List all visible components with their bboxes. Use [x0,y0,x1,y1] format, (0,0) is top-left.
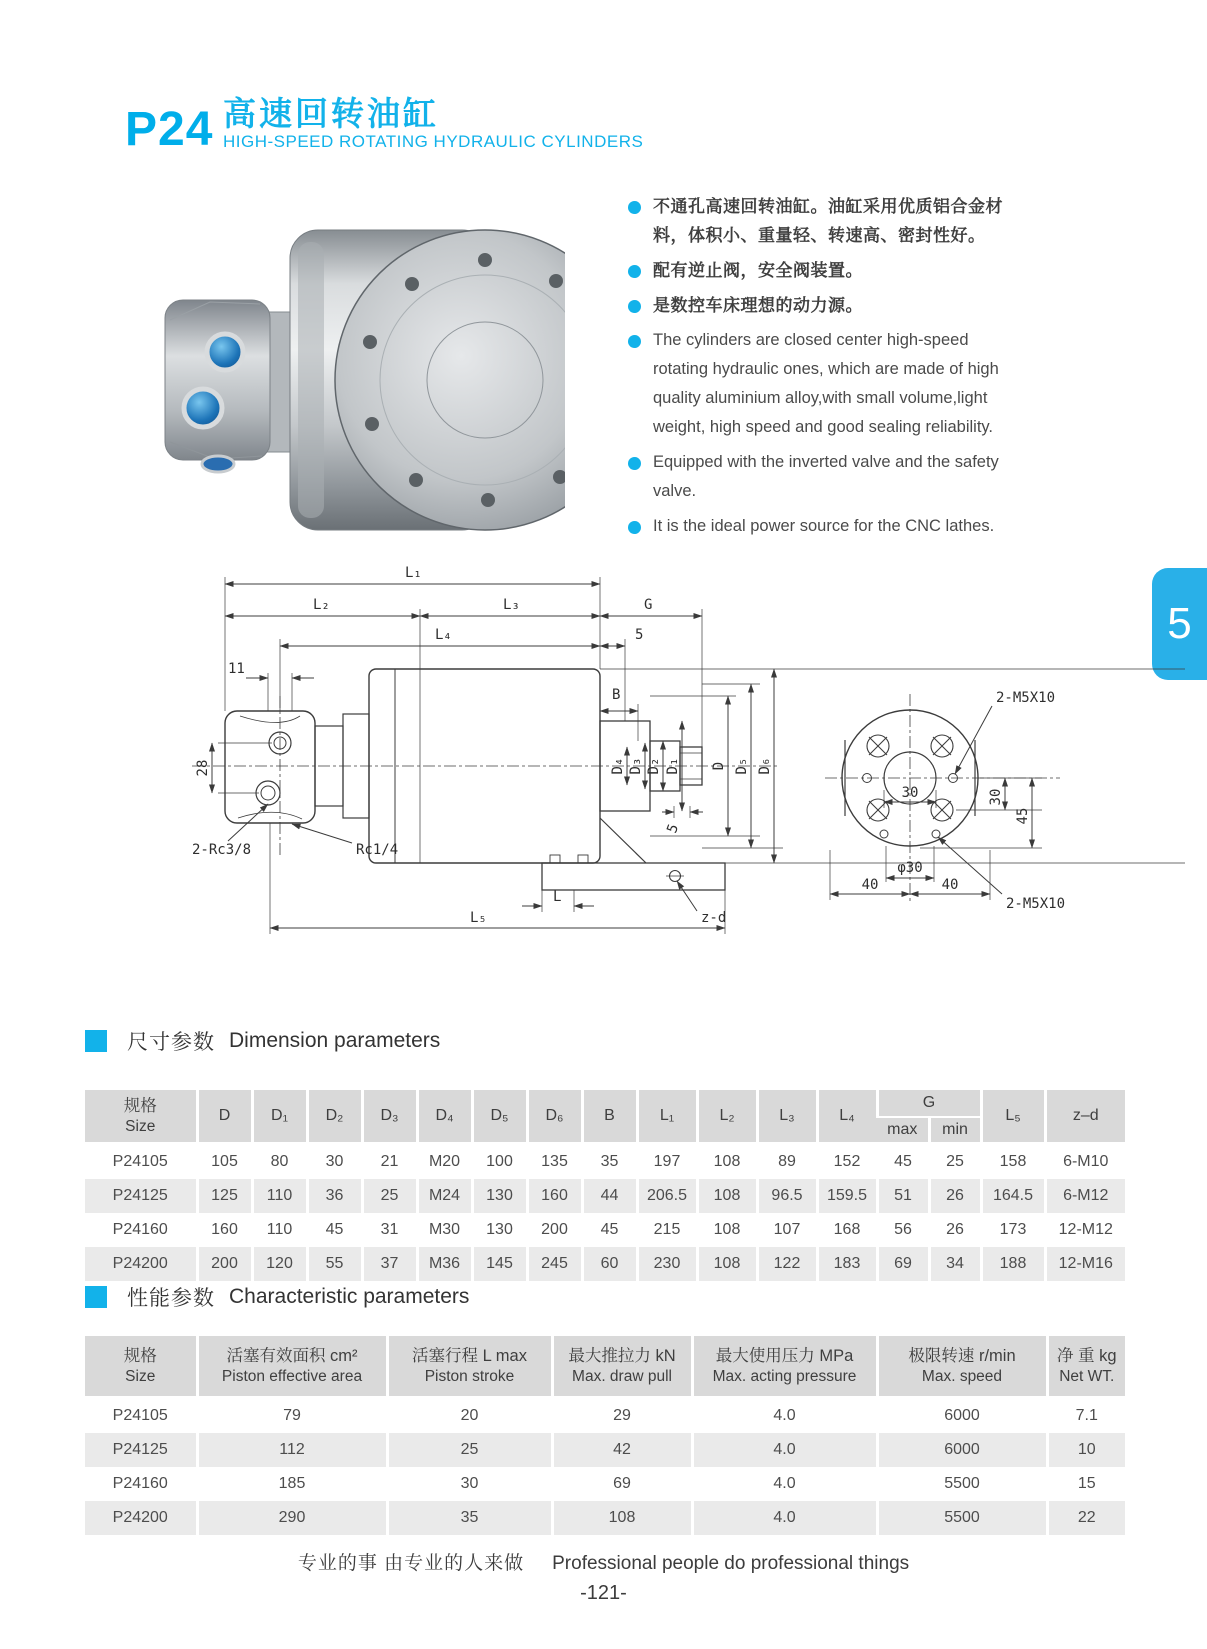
feature-item: Equipped with the inverted valve and the safety valve. [628,448,1023,506]
dim-label: 2-M5X10 [996,690,1056,706]
product-photo [140,212,565,542]
col-header: z–d [1045,1090,1125,1144]
col-header: D₂ [307,1090,362,1144]
col-header: B [582,1090,637,1144]
valve-block [165,300,270,460]
front-view [825,694,1060,901]
model-code: P24 [125,103,214,156]
dim-label: D₄ [610,757,626,775]
dim-label: 2-M5X10 [1006,896,1066,912]
feature-item: 不通孔高速回转油缸。油缸采用优质铝合金材料，体积小、重量轻、转速高、密封性好。 [628,192,1023,250]
col-header: L₁ [637,1090,697,1144]
dim-label: G [644,597,653,613]
bullet-icon [628,201,641,214]
dim-label: D₂ [646,757,662,775]
col-header: D₆ [527,1090,582,1144]
dim-label: 40 [861,877,879,893]
section-square-icon [85,1030,107,1052]
bullet-icon [628,457,641,470]
section-square-icon [85,1286,107,1308]
col-header: D [197,1090,252,1144]
feature-item: The cylinders are closed center high-speed rotating hydraulic ones, which are made of high quality aluminium alloy,with small volume,light weight, high speed and good sealing reliability. [628,326,1023,442]
dim-label: L₅ [470,910,487,926]
bullet-icon [628,335,641,348]
table-row: P24125 112 25 42 4.0 6000 10 [85,1433,1125,1467]
col-header: D₃ [362,1090,417,1144]
table-row: P24200 290 35 108 4.0 5500 22 [85,1501,1125,1535]
footer-slogan: 专业的事 由专业的人来做 Professional people do professional things [297,1553,910,1574]
dim-label: 5 [635,627,644,643]
feature-item: 是数控车床理想的动力源。 [628,291,1023,320]
col-header-g: G [877,1090,981,1117]
table-row: P24160 185 30 69 4.0 5500 15 [85,1467,1125,1501]
oil-port [202,456,234,472]
dim-label: L₂ [313,597,330,613]
dim-label: D [711,761,727,771]
col-header: 极限转速 r/min Max. speed [877,1336,1047,1398]
table-row: P24105 105 80 30 21 M20 100 135 35 197 108 89 152 45 25 158 6-M10 [85,1144,1125,1180]
col-header: 活塞行程 L max Piston stroke [387,1336,552,1398]
dim-label: 30 [901,785,919,801]
hydraulic-cylinder-image [140,212,565,542]
dim-label: Rc1/4 [356,842,399,858]
dim-label: φ30 [897,860,923,876]
oil-port [184,389,222,427]
table-row: P24200 200 120 55 37 M36 145 245 60 230 108 122 183 69 34 188 12-M16 [85,1247,1125,1281]
dim-label: 2-Rc3/8 [192,842,252,858]
col-header: L₄ [817,1090,877,1144]
bullet-icon [628,521,641,534]
page-title-zh: 高速回转油缸 [223,95,439,132]
col-header: L₅ [981,1090,1045,1144]
section-heading-dimensions: 尺寸参数 Dimension parameters [85,1028,440,1054]
dim-label: D₃ [628,757,644,775]
bullet-icon [628,265,641,278]
dim-label: D₆ [757,757,773,775]
feature-list [628,192,1023,547]
dim-label: L₄ [435,627,452,643]
col-header: D₅ [472,1090,527,1144]
col-header: 最大推拉力 kN Max. draw pull [552,1336,692,1398]
dim-label: 30 [988,788,1004,806]
dim-label: z-d [701,910,727,926]
table-row: P24105 79 20 29 4.0 6000 7.1 [85,1398,1125,1434]
dim-label: 40 [941,877,959,893]
col-size: 规格 Size [85,1090,197,1144]
dim-label: L₁ [405,565,422,581]
dimension-table [85,1090,1125,1281]
characteristic-table [85,1336,1125,1535]
col-header-gmax: max [877,1117,929,1144]
dim-label: 5 [664,821,683,836]
col-header: D₄ [417,1090,472,1144]
side-view [192,577,1185,934]
table-row: P24125 125 110 36 25 M24 130 160 44 206.5 108 96.5 159.5 51 26 164.5 6-M12 [85,1179,1125,1213]
dim-label: 45 [1015,807,1031,825]
section-heading-characteristics: 性能参数 Characteristic parameters [85,1284,469,1310]
page-number: -121- [580,1582,627,1604]
col-header: 净 重 kg Net WT. [1047,1336,1125,1398]
bullet-icon [628,300,641,313]
dim-label: 28 [195,759,211,777]
col-header: 活塞有效面积 cm² Piston effective area [197,1336,387,1398]
dim-label: L [553,889,562,905]
col-header: 最大使用压力 MPa Max. acting pressure [692,1336,877,1398]
col-header-gmin: min [929,1117,981,1144]
col-header: D₁ [252,1090,307,1144]
col-header: L₃ [757,1090,817,1144]
dim-label: 11 [228,661,245,677]
feature-item: It is the ideal power source for the CNC lathes. [628,512,1023,541]
technical-drawing [180,556,1190,950]
feature-item: 配有逆止阀，安全阀装置。 [628,256,1023,285]
col-header: L₂ [697,1090,757,1144]
oil-port [207,334,243,370]
table-row: P24160 160 110 45 31 M30 130 200 45 215 108 107 168 56 26 173 12-M12 [85,1213,1125,1247]
col-header: 规格 Size [85,1336,197,1398]
dim-label: D₁ [665,757,681,775]
dim-label: D₅ [734,757,750,775]
page-title-en: HIGH-SPEED ROTATING HYDRAULIC CYLINDERS [223,132,644,151]
dim-label: B [612,687,621,703]
dim-label: L₃ [503,597,520,613]
chapter-tab: 5 [1152,568,1207,680]
